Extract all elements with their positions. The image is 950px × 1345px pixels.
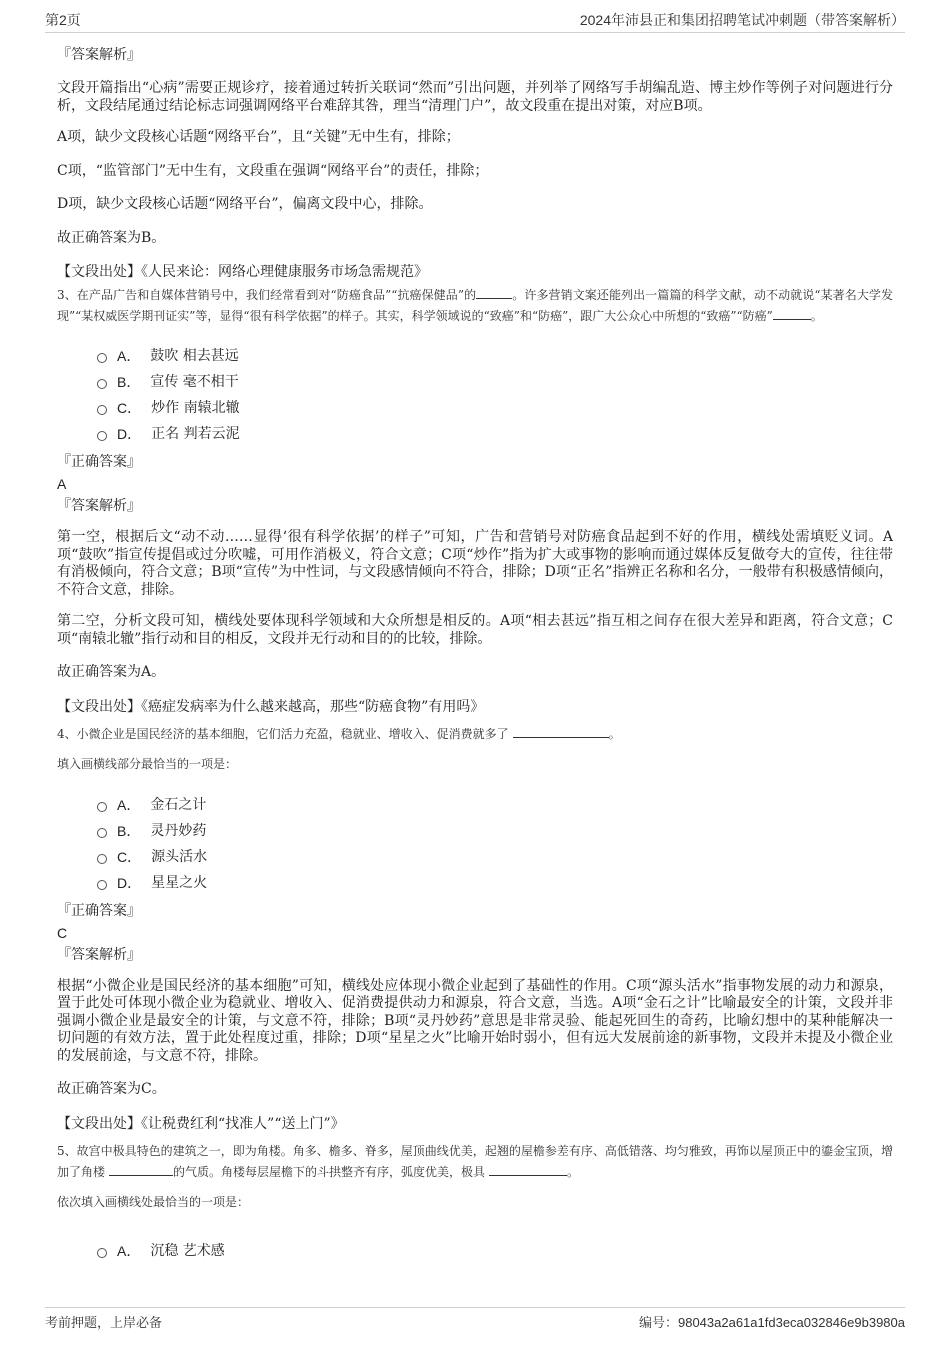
radio-circle-icon[interactable] [97, 1248, 107, 1258]
correct-answer-label: 『正确答案』 [57, 454, 141, 470]
question-instruction: 填入画横线部分最恰当的一项是： [57, 756, 238, 771]
option-b[interactable]: B． 灵丹妙药 [97, 818, 893, 844]
page-number: 第2页 [45, 12, 81, 28]
question-instruction: 依次填入画横线处最恰当的一项是： [57, 1194, 250, 1209]
option-d[interactable]: D． 正名 判若云泥 [97, 421, 893, 447]
answer-blank [476, 286, 512, 299]
analysis-label: 『答案解析』 [57, 946, 141, 963]
question-3-stem [57, 285, 893, 327]
analysis-label: 『答案解析』 [57, 498, 141, 514]
radio-circle-icon[interactable] [97, 379, 107, 389]
radio-circle-icon[interactable] [97, 880, 107, 890]
analysis-conclusion: 故正确答案为A。 [57, 664, 166, 680]
radio-circle-icon[interactable] [97, 353, 107, 363]
header-divider [45, 32, 905, 33]
correct-answer-value: A [57, 476, 67, 492]
answer-blank [489, 1163, 567, 1176]
question-text: 。 [810, 309, 823, 323]
question-text: 4、小微企业是国民经济的基本细胞，它们活力充盈，稳就业、增收入、促消费就多了 [57, 726, 509, 741]
option-c[interactable]: C． 源头活水 [97, 844, 893, 870]
option-a[interactable]: A． 鼓吹 相去甚远 [97, 343, 893, 369]
question-text: 3、在产品广告和自媒体营销号中，我们经常看到对“防癌食品”“抗癌保健品”的 [57, 288, 477, 302]
code-value: 98043a2a61a1fd3eca032846e9b3980a [677, 1315, 905, 1330]
analysis-paragraph: D项，缺少文段核心话题“网络平台”，偏离文段中心，排除。 [57, 196, 433, 212]
option-b[interactable]: B． 宣传 毫不相干 [97, 369, 893, 395]
correct-answer-value: C [57, 924, 68, 941]
question-5-stem [57, 1141, 893, 1183]
option-c[interactable]: C． 炒作 南辕北辙 [97, 395, 893, 421]
radio-circle-icon[interactable] [97, 828, 107, 838]
question-text: 的气质。角楼每层屋檐下的斗拱整齐有序，弧度优美，极具 [173, 1164, 486, 1179]
question-4-stem [57, 724, 893, 745]
passage-source: 【文段出处】《让税费红利“找准人”“送上门”》 [57, 1115, 345, 1132]
passage-source: 【文段出处】《人民来论：网络心理健康服务市场急需规范》 [57, 264, 428, 280]
answer-blank [513, 725, 609, 738]
document-body [57, 44, 893, 1264]
option-d[interactable]: D． 星星之火 [97, 870, 893, 896]
option-a[interactable]: A． 金石之计 [97, 792, 893, 818]
question-text: 。 [567, 1164, 580, 1179]
question-3-options [57, 343, 893, 447]
analysis-paragraph: 第一空，根据后文“动不动……显得‘很有科学依据’的样子”可知，广告和营销号对防癌食品起到不好的作用，横线处需填贬义词。A项“鼓吹”指宣传提倡或过分吹嘘，可用作消极义，符合文意；C项“炒作”指为扩大或事物的影响而通过媒体反复做夸大的宣传，往往带有消极倾向，符合文意；B项“宣传”为中性词，与文段感情倾向不符合，排除；D项“正名”指辨正名称和名分，一般带有积极感情倾向，不符合文意，排除。 [57, 529, 893, 598]
document-title: 2024年沛县正和集团招聘笔试冲刺题（带答案解析） [579, 12, 905, 28]
passage-source: 【文段出处】《癌症发病率为什么越来越高，那些“防癌食物”有用吗》 [57, 698, 485, 715]
analysis-label: 『答案解析』 [57, 47, 141, 63]
radio-circle-icon[interactable] [97, 405, 107, 415]
question-text: 5、故宫中极具特色的建筑之一，即为角楼。角多、檐多、脊多，屋顶曲线优美，起翘的屋檐参差有序、高低错落、均匀雅致，再饰以屋顶正中的鎏金宝顶，增加了角楼 [57, 1143, 893, 1179]
analysis-conclusion: 故正确答案为B。 [57, 229, 166, 246]
document-code [639, 1312, 905, 1331]
analysis-paragraph: 文段开篇指出“心病”需要正规诊疗，接着通过转折关联词“然而”引出问题，并列举了网络写手胡编乱造、博主炒作等例子对问题进行分析，文段结尾通过结论标志词强调网络平台难辞其咎，理当“清理门户”，故文段重在提出对策，对应B项。 [57, 80, 893, 114]
question-4-options [57, 792, 893, 896]
answer-blank [109, 1163, 173, 1176]
question-text: 。许多营销文案还能列出一篇篇的科学文献，动不动就说“某著名大学发现”“某权威医学期刊证实”等，显得“很有科学依据”的样子。其实，科学领域说的“致癌”和“防癌”，跟广大公众心中所想的“致癌”“防癌” [57, 288, 893, 323]
analysis-paragraph: 第二空，分析文段可知，横线处要体现科学领域和大众所想是相反的。A项“相去甚远”指互相之间存在很大差异和距离，符合文意；C项“南辕北辙”指行动和目的相反，文段并无行动和目的的比较，排除。 [57, 613, 893, 647]
correct-answer-label: 『正确答案』 [57, 902, 141, 919]
question-text: 。 [608, 726, 621, 741]
question-5-options [57, 1238, 893, 1264]
analysis-conclusion: 故正确答案为C。 [57, 1081, 166, 1097]
code-label: 编号： [638, 1315, 678, 1330]
analysis-paragraph: C项，“监管部门”无中生有，文段重在强调“网络平台”的责任，排除； [57, 162, 489, 179]
radio-circle-icon[interactable] [97, 431, 107, 441]
option-a[interactable]: A． 沉稳 艺术感 [97, 1238, 893, 1264]
radio-circle-icon[interactable] [97, 854, 107, 864]
analysis-paragraph: 根据“小微企业是国民经济的基本细胞”可知，横线处应体现小微企业起到了基础性的作用。C项“源头活水”指事物发展的动力和源泉，置于此处可体现小微企业为稳就业、增收入、促消费提供动力和源泉，符合文意，当选。A项“金石之计”比喻最安全的计策，文段并非强调小微企业是最安全的计策，与文意不符，排除；B项“灵丹妙药”意思是非常灵验、能起死回生的奇药，比喻幻想中的某种能解决一切问题的有效方法，置于此处程度过重，排除；D项“星星之火”比喻开始时弱小，但有远大发展前途的新事物，文段并未提及小微企业的发展前途，与文意不符，排除。 [57, 977, 893, 1064]
footer-slogan: 考前押题，上岸必备 [45, 1315, 163, 1330]
analysis-paragraph: A项，缺少文段核心话题“网络平台”，且“关键”无中生有，排除； [57, 129, 460, 145]
radio-circle-icon[interactable] [97, 802, 107, 812]
footer-divider [45, 1307, 905, 1308]
answer-blank [773, 307, 811, 320]
